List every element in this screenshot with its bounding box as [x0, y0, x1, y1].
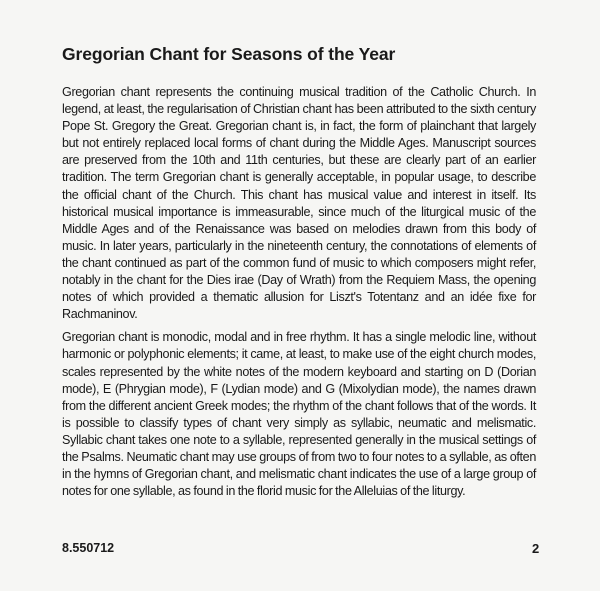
- page-title: Gregorian Chant for Seasons of the Year: [62, 44, 396, 64]
- body-text: [62, 84, 536, 506]
- catalog-number: 8.550712: [62, 541, 115, 555]
- paragraph-characteristics: Gregorian chant is monodic, modal and in free rhythm. It has a single melodic line, without harmonic or polyphonic elements; it came, at least, to make use of the eight church modes, scales represented by the white notes of the modern keyboard and starting on D (Dorian mode), E (Phrygian mode), F (Lydian mode) and G (Mixolydian mode), the names drawn from the different ancient Greek modes; the rhythm of the chant follows that of the words. It is possible to classify types of chant very simply as syllabic, neumatic and melismatic. Syllabic chant takes one note to a syllable, represented generally in the musical settings of the Psalms. Neumatic chant may use groups of from two to four notes to a syllable, as often in the hymns of Gregorian chant, and melismatic chant indicates the use of a large group of notes for one syllable, as found in the florid music for the Alleluias of the liturgy.: [62, 330, 536, 499]
- paragraph-history: Gregorian chant represents the continuing musical tradition of the Catholic Church. In legend, at least, the regularisation of Christian chant has been attributed to the sixth century Pope St. Gregory the Great. Gregorian chant is, in fact, the form of plainchant that largely but not entirely replaced local forms of chant during the Middle Ages. Manuscript sources are preserved from the 10th and 11th centuries, but these are clearly part of an earlier tradition. The term Gregorian chant is generally acceptable, in popular usage, to describe the official chant of the Church. This chant has musical value and interest in itself. Its historical musical importance is immeasurable, since much of the liturgical music of the Middle Ages and of the Renaissance was based on melodies drawn from this body of music. In later years, particularly in the nineteenth century, the connotations of elements of the chant continued as part of the common fund of music to which composers might refer, notably in the chant for the Dies irae (Day of Wrath) from the Requiem Mass, the opening notes of which provided a thematic allusion for Liszt's Totentanz and an idée fixe for Rachmaninov.: [62, 85, 536, 322]
- page-number: 2: [532, 541, 540, 556]
